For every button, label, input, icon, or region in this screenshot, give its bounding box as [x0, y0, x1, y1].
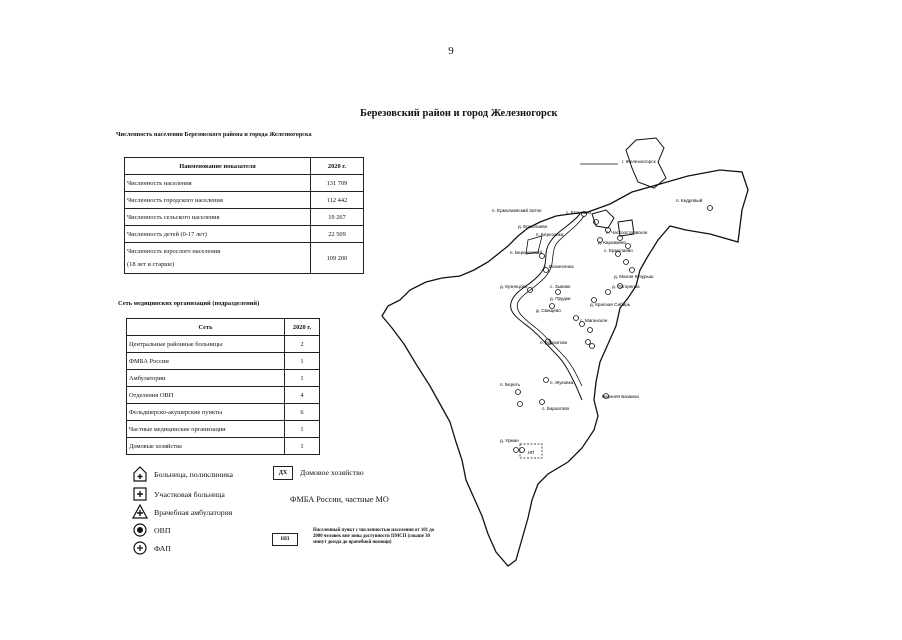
map-label-esaulovo: с. Есаулово — [566, 210, 592, 215]
table-row — [125, 192, 364, 209]
column-header-name: Наименование показателя — [125, 158, 311, 175]
row-label: Частные медицинские организации — [127, 421, 285, 438]
population-table-title: Численность населения Березовского района и города Железногорска — [116, 131, 312, 138]
map-label-beret: п. Береть — [500, 382, 521, 387]
map-label-zhukovka: п. Жуковка — [550, 380, 574, 385]
map-label-karavaevo: д. Караваево — [598, 240, 627, 245]
row-label: Фельдшерско-акушерские пункты — [127, 404, 285, 421]
row-label: Численность населения — [125, 175, 311, 192]
row-label: Амбулатории — [127, 370, 285, 387]
legend-hospital — [132, 466, 233, 482]
map-label-maganskoe: с. Маганское — [580, 318, 608, 323]
table-row — [125, 175, 364, 192]
legend-ambulatory-label: Врачебная амбулатория — [154, 507, 233, 517]
map-label-ermolaev-zaton: п. Ермолаевский Затон — [492, 208, 542, 213]
map-label-ermolaevo2: с. Ермолаево — [604, 248, 633, 253]
table-row — [125, 243, 364, 274]
ambulatory-icon — [132, 504, 148, 520]
map-label-voznesenka: с. Вознесенка — [544, 264, 574, 269]
table-row — [127, 336, 320, 353]
district-map — [370, 130, 770, 570]
row-label: ФМБА России — [127, 353, 285, 370]
row-label: Отделения ОВП — [127, 387, 285, 404]
row-value: 22 509 — [311, 226, 364, 243]
legend-fap — [132, 540, 171, 556]
map-label-kedrovy: п. Кедровый — [676, 198, 703, 203]
row-value: 6 — [285, 404, 320, 421]
district-hospital-icon — [132, 486, 148, 502]
map-label-urman: д. Урман — [500, 438, 519, 443]
row-label: Домовые хозяйства — [127, 438, 285, 455]
legend-district-hospital — [132, 486, 225, 502]
column-header-year: 2020 г. — [285, 319, 320, 336]
population-table — [124, 157, 364, 274]
settlement-symbol: НП — [272, 533, 298, 546]
row-value: 1 — [285, 353, 320, 370]
map-label-zheleznogorsk: г. Железногорск — [622, 159, 656, 164]
row-label: Центральные районные больницы — [127, 336, 285, 353]
map-label-barkhatovo2: с. Бархатово — [542, 406, 570, 411]
row-value: 19 267 — [311, 209, 364, 226]
legend-ovp-label: ОВП — [154, 525, 171, 535]
network-table-title: Сеть медицинских организаций (подразделений) — [118, 300, 260, 307]
fap-icon — [132, 540, 148, 556]
column-header-name: Сеть — [127, 319, 285, 336]
row-value: 1 — [285, 438, 320, 455]
map-label-svishchevo: д. Свищево — [536, 308, 561, 313]
row-label: Численность детей (0-17 лет) — [125, 226, 311, 243]
household-label: Домовое хозяйство — [300, 468, 364, 477]
map-np-label: НП — [527, 450, 535, 455]
table-row — [127, 421, 320, 438]
map-label-kop: п. Частоостровское — [606, 230, 648, 235]
column-header-year: 2020 г. — [311, 158, 364, 175]
row-value: 1 — [285, 421, 320, 438]
map-label-ermolaevo: д. Ермолаево — [518, 224, 548, 229]
legend-hospital-label: Больница, поликлиника — [154, 469, 233, 479]
page-title: Березовский район и город Железногорск — [360, 108, 558, 119]
map-label-verkh-bazaikha: Верхняя Базаиха — [602, 394, 639, 399]
map-label-malaya-kuzurysh: д. Малая Кузурыш — [614, 274, 654, 279]
row-value: 1 — [285, 370, 320, 387]
row-value: 112 442 — [311, 192, 364, 209]
yenisei-river — [511, 214, 582, 400]
district-boundary — [382, 170, 748, 566]
household-symbol: ДХ — [273, 466, 293, 480]
table-row — [125, 209, 364, 226]
ovp-icon — [132, 522, 148, 538]
map-label-prudki: д. Прудки — [550, 296, 571, 301]
settlement-description: Населенный пункт с численностью населения от 101 до 2000 человек вне зоны доступности ПМСП (свыше 30 минут доезда до врачебной помощи) — [313, 528, 435, 546]
page-number: 9 — [448, 45, 454, 57]
hospital-icon — [132, 466, 148, 482]
row-value: 131 709 — [311, 175, 364, 192]
row-value: 4 — [285, 387, 320, 404]
row-label-line2: (18 лет и старше) — [127, 261, 175, 268]
legend-ambulatory — [132, 504, 232, 520]
table-row — [127, 404, 320, 421]
row-value: 2 — [285, 336, 320, 353]
table-row — [127, 353, 320, 370]
map-label-kuznetsovo: д. Кузнецово — [500, 284, 528, 289]
legend-district-hospital-label: Участковая больница — [154, 489, 225, 499]
map-label-kr-sibir: д. Красная Сибирь — [590, 302, 631, 307]
table-row — [127, 387, 320, 404]
row-label — [125, 243, 311, 274]
row-label: Численность городского населения — [125, 192, 311, 209]
map-label-berezovka: п. Березовка — [536, 232, 564, 237]
map-label-zykovo: с. Зыково — [550, 284, 571, 289]
network-table — [126, 318, 320, 455]
row-label-line1: Численность взрослого населения — [127, 248, 221, 255]
fmba-private-label: ФМБА России, частные МО — [290, 495, 389, 504]
legend-fap-label: ФАП — [154, 543, 171, 553]
table-row — [127, 438, 320, 455]
map-label-pogorelka: д. Погорелка — [612, 284, 640, 289]
map-label-barkhatovo: п. Бархатово — [540, 340, 568, 345]
map-label-bereziki: п. Березовский — [510, 250, 543, 255]
table-row — [125, 226, 364, 243]
table-row — [127, 370, 320, 387]
row-value: 109 200 — [311, 243, 364, 274]
legend-ovp — [132, 522, 170, 538]
row-label: Численность сельского населения — [125, 209, 311, 226]
